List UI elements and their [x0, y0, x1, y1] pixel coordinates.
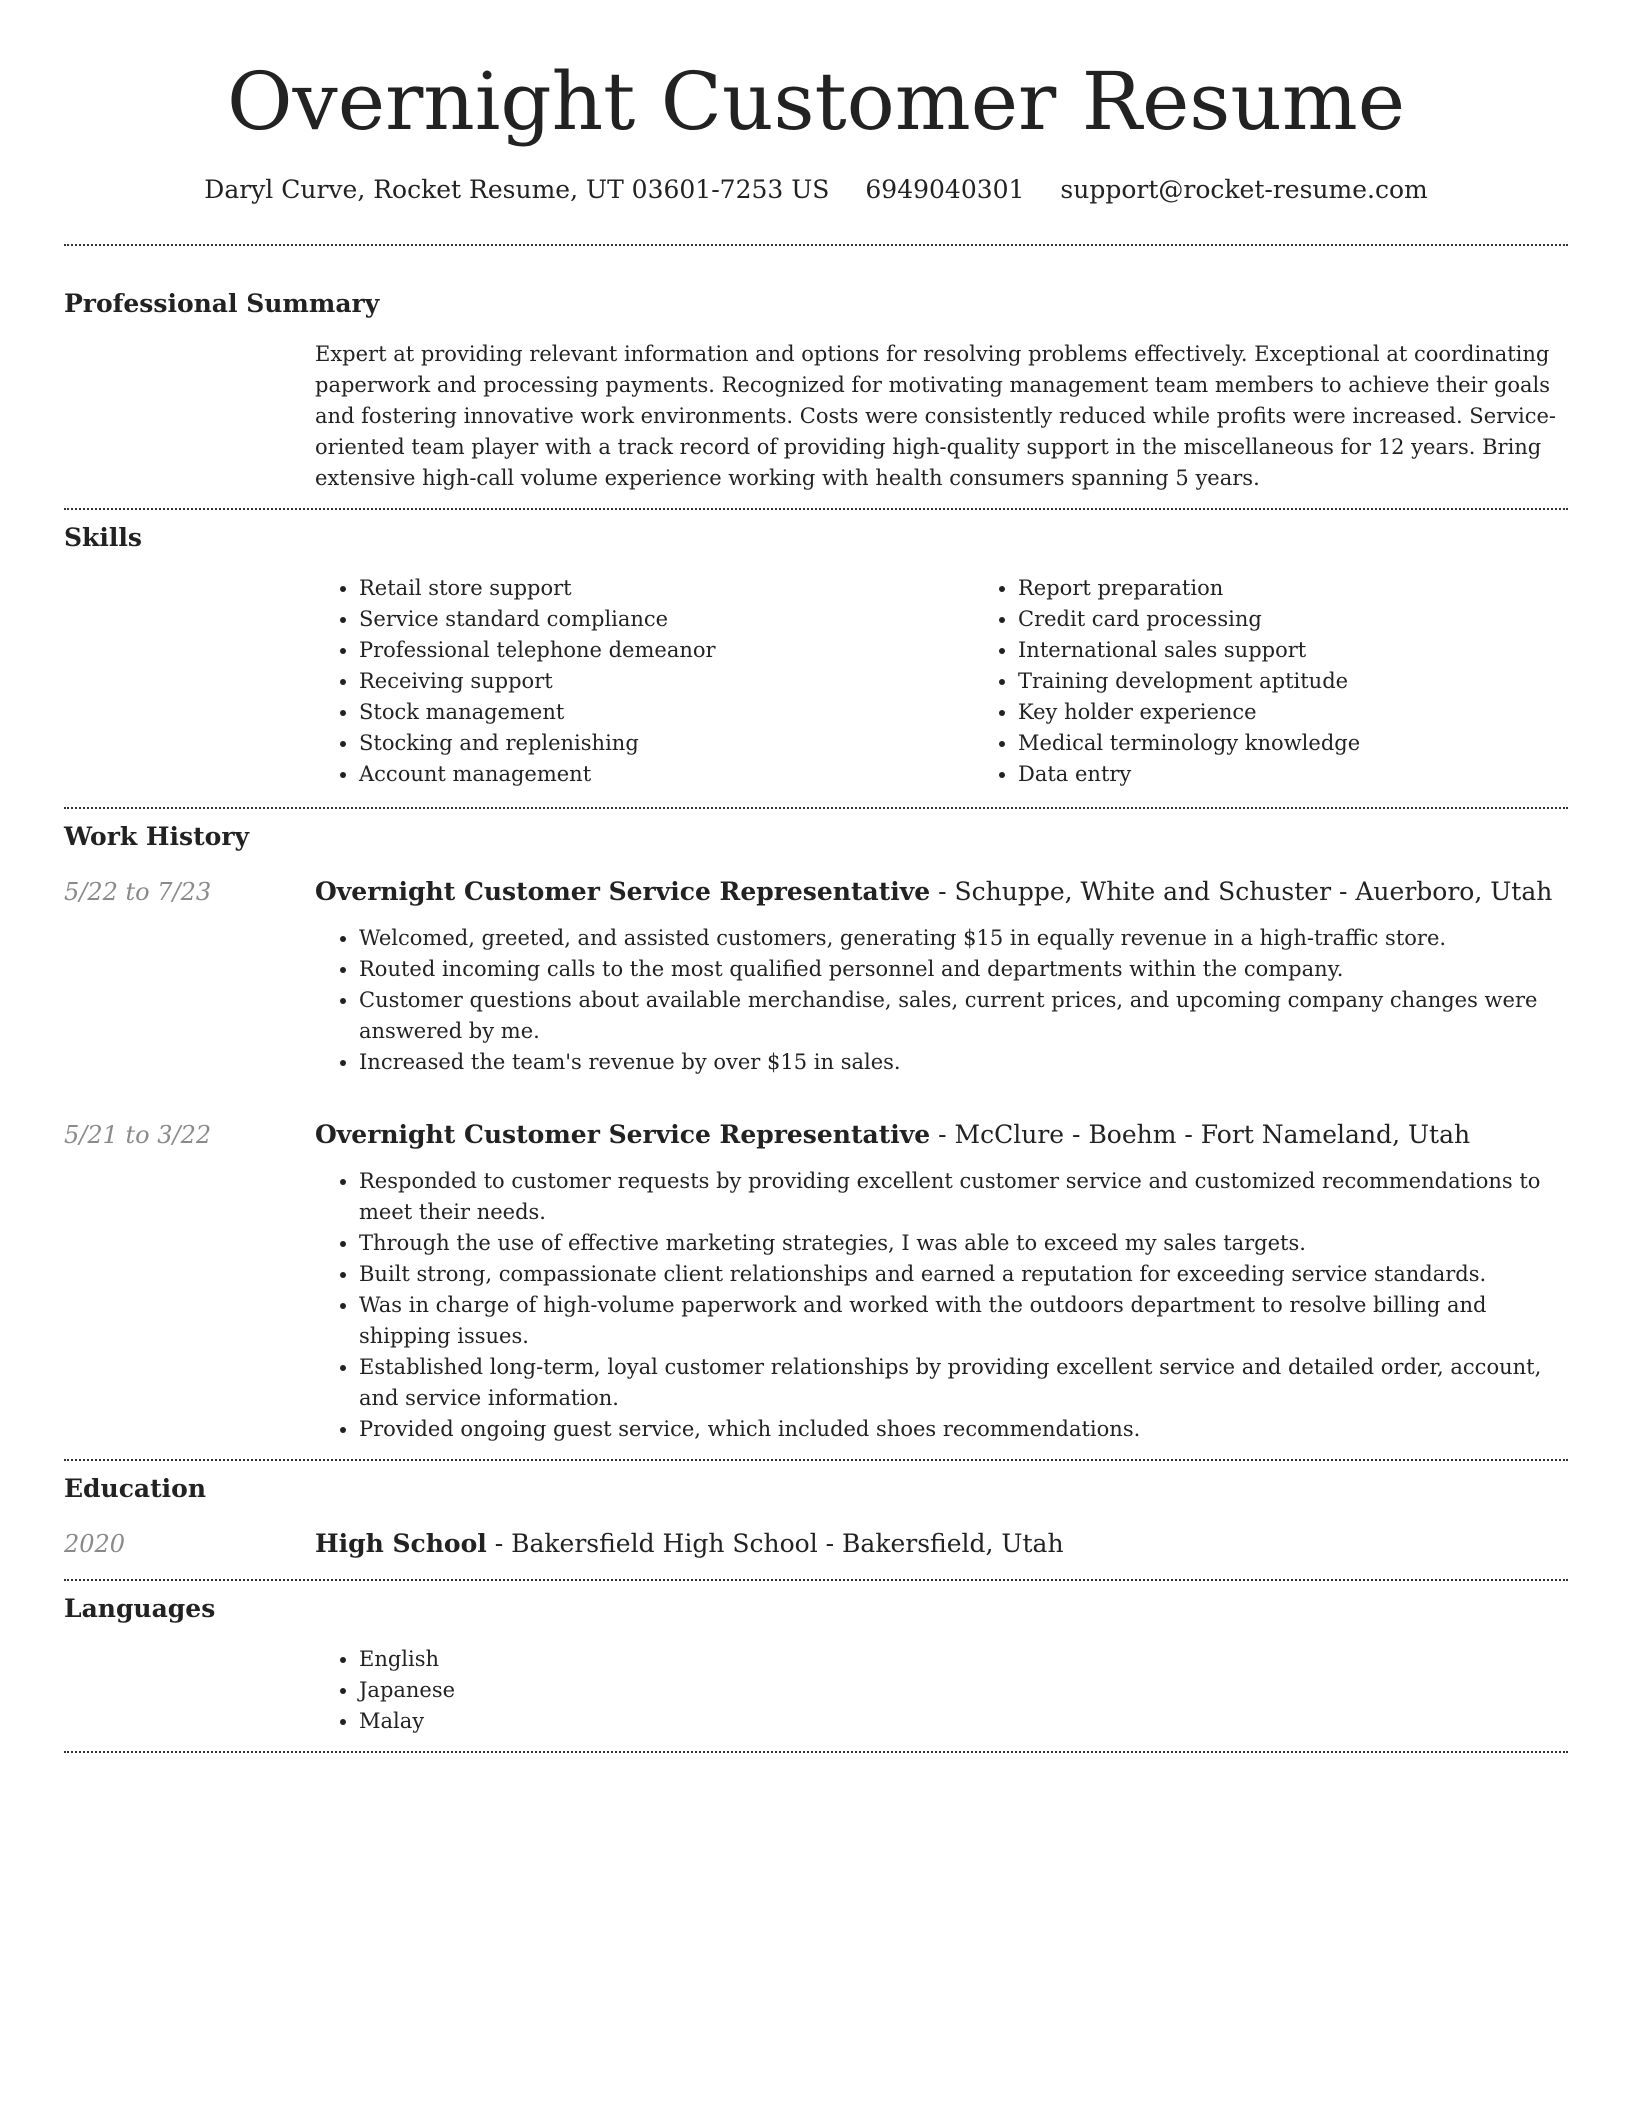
section-heading-work: Work History	[64, 822, 250, 851]
job-dates: 5/22 to 7/23	[64, 878, 212, 906]
list-item: • Training development aptitude	[1018, 666, 1632, 697]
divider	[64, 1751, 1568, 1753]
list-item: • Stocking and replenishing	[359, 728, 974, 759]
list-item: • Report preparation	[1018, 573, 1632, 604]
list-item: • Retail store support	[359, 573, 974, 604]
resume-title: Overnight Customer Resume	[226, 55, 1406, 148]
list-item: • Receiving support	[359, 666, 974, 697]
list-item: • Key holder experience	[1018, 697, 1632, 728]
list-item: • Welcomed, greeted, and assisted customers, generating $15 in equally revenue in a high-traffic store.	[359, 923, 1568, 954]
education-entry	[64, 1527, 1568, 1561]
contact-email: support@rocket-resume.com	[1060, 175, 1428, 204]
education-title	[315, 1527, 1568, 1561]
list-item: • Account management	[359, 759, 974, 790]
contact-address: Daryl Curve, Rocket Resume, UT 03601-7253 US	[204, 175, 830, 204]
skills-list-left	[315, 573, 974, 790]
resume-page	[64, 0, 1568, 1753]
job-bullets	[315, 1166, 1568, 1445]
job-dates: 5/21 to 3/22	[64, 1121, 212, 1149]
job-entry	[64, 875, 1568, 1078]
list-item: • Through the use of effective marketing strategies, I was able to exceed my sales targets.	[359, 1228, 1568, 1259]
divider	[64, 244, 1568, 246]
languages-list	[315, 1644, 1568, 1737]
job-entry	[64, 1118, 1568, 1445]
list-item: • Customer questions about available merchandise, sales, current prices, and upcoming company changes were answered by me.	[359, 985, 1568, 1047]
job-company: - Schuppe, White and Schuster - Auerboro, Utah	[930, 877, 1553, 906]
divider	[64, 1579, 1568, 1581]
contact-line	[64, 170, 1568, 210]
job-company: - McClure - Boehm - Fort Nameland, Utah	[930, 1120, 1471, 1149]
education-school: - Bakersfield High School - Bakersfield, Utah	[486, 1529, 1064, 1558]
job-bullets	[315, 923, 1568, 1078]
section-heading-summary: Professional Summary	[64, 289, 380, 318]
list-item: • Japanese	[359, 1675, 1568, 1706]
summary-text: Expert at providing relevant information and options for resolving problems effectively. Exceptional at coordinating paperwork and processing payments. Recognized for motivating management team members to achieve their goals and fostering innovative work environments. Costs were consistently reduced while profits were increased. Service-oriented team player with a track record of providing high-quality support in the miscellaneous for 12 years. Bring extensive high-call volume experience working with health consumers spanning 5 years.	[315, 342, 1557, 490]
list-item: • Malay	[359, 1706, 1568, 1737]
divider	[64, 508, 1568, 510]
education-degree: High School	[315, 1529, 487, 1558]
education-year: 2020	[64, 1530, 126, 1558]
skills-row	[64, 573, 1568, 790]
list-item: • English	[359, 1644, 1568, 1675]
contact-phone: 6949040301	[865, 175, 1025, 204]
list-item: • Data entry	[1018, 759, 1632, 790]
list-item: • Medical terminology knowledge	[1018, 728, 1632, 759]
skills-list-right	[974, 573, 1632, 790]
summary-row	[64, 339, 1568, 494]
section-heading-education: Education	[64, 1474, 207, 1503]
job-role: Overnight Customer Service Representative	[315, 1120, 931, 1149]
job-title	[315, 875, 1568, 909]
list-item: • Established long-term, loyal customer relationships by providing excellent service and detailed order, account, and service information.	[359, 1352, 1568, 1414]
list-item: • Professional telephone demeanor	[359, 635, 974, 666]
section-heading-languages: Languages	[64, 1594, 216, 1623]
job-role: Overnight Customer Service Representative	[315, 877, 931, 906]
divider	[64, 1459, 1568, 1461]
list-item: • Service standard compliance	[359, 604, 974, 635]
list-item: • Routed incoming calls to the most qualified personnel and departments within the company.	[359, 954, 1568, 985]
list-item: • Provided ongoing guest service, which included shoes recommendations.	[359, 1414, 1568, 1445]
job-title	[315, 1118, 1568, 1152]
list-item: • Built strong, compassionate client relationships and earned a reputation for exceeding service standards.	[359, 1259, 1568, 1290]
languages-row	[64, 1644, 1568, 1737]
list-item: • Responded to customer requests by providing excellent customer service and customized recommendations to meet their needs.	[359, 1166, 1568, 1228]
list-item: • Credit card processing	[1018, 604, 1632, 635]
list-item: • Stock management	[359, 697, 974, 728]
list-item: • International sales support	[1018, 635, 1632, 666]
list-item: • Increased the team's revenue by over $15 in sales.	[359, 1047, 1568, 1078]
list-item: • Was in charge of high-volume paperwork and worked with the outdoors department to resolve billing and shipping issues.	[359, 1290, 1568, 1352]
section-heading-skills: Skills	[64, 523, 142, 552]
divider	[64, 807, 1568, 809]
